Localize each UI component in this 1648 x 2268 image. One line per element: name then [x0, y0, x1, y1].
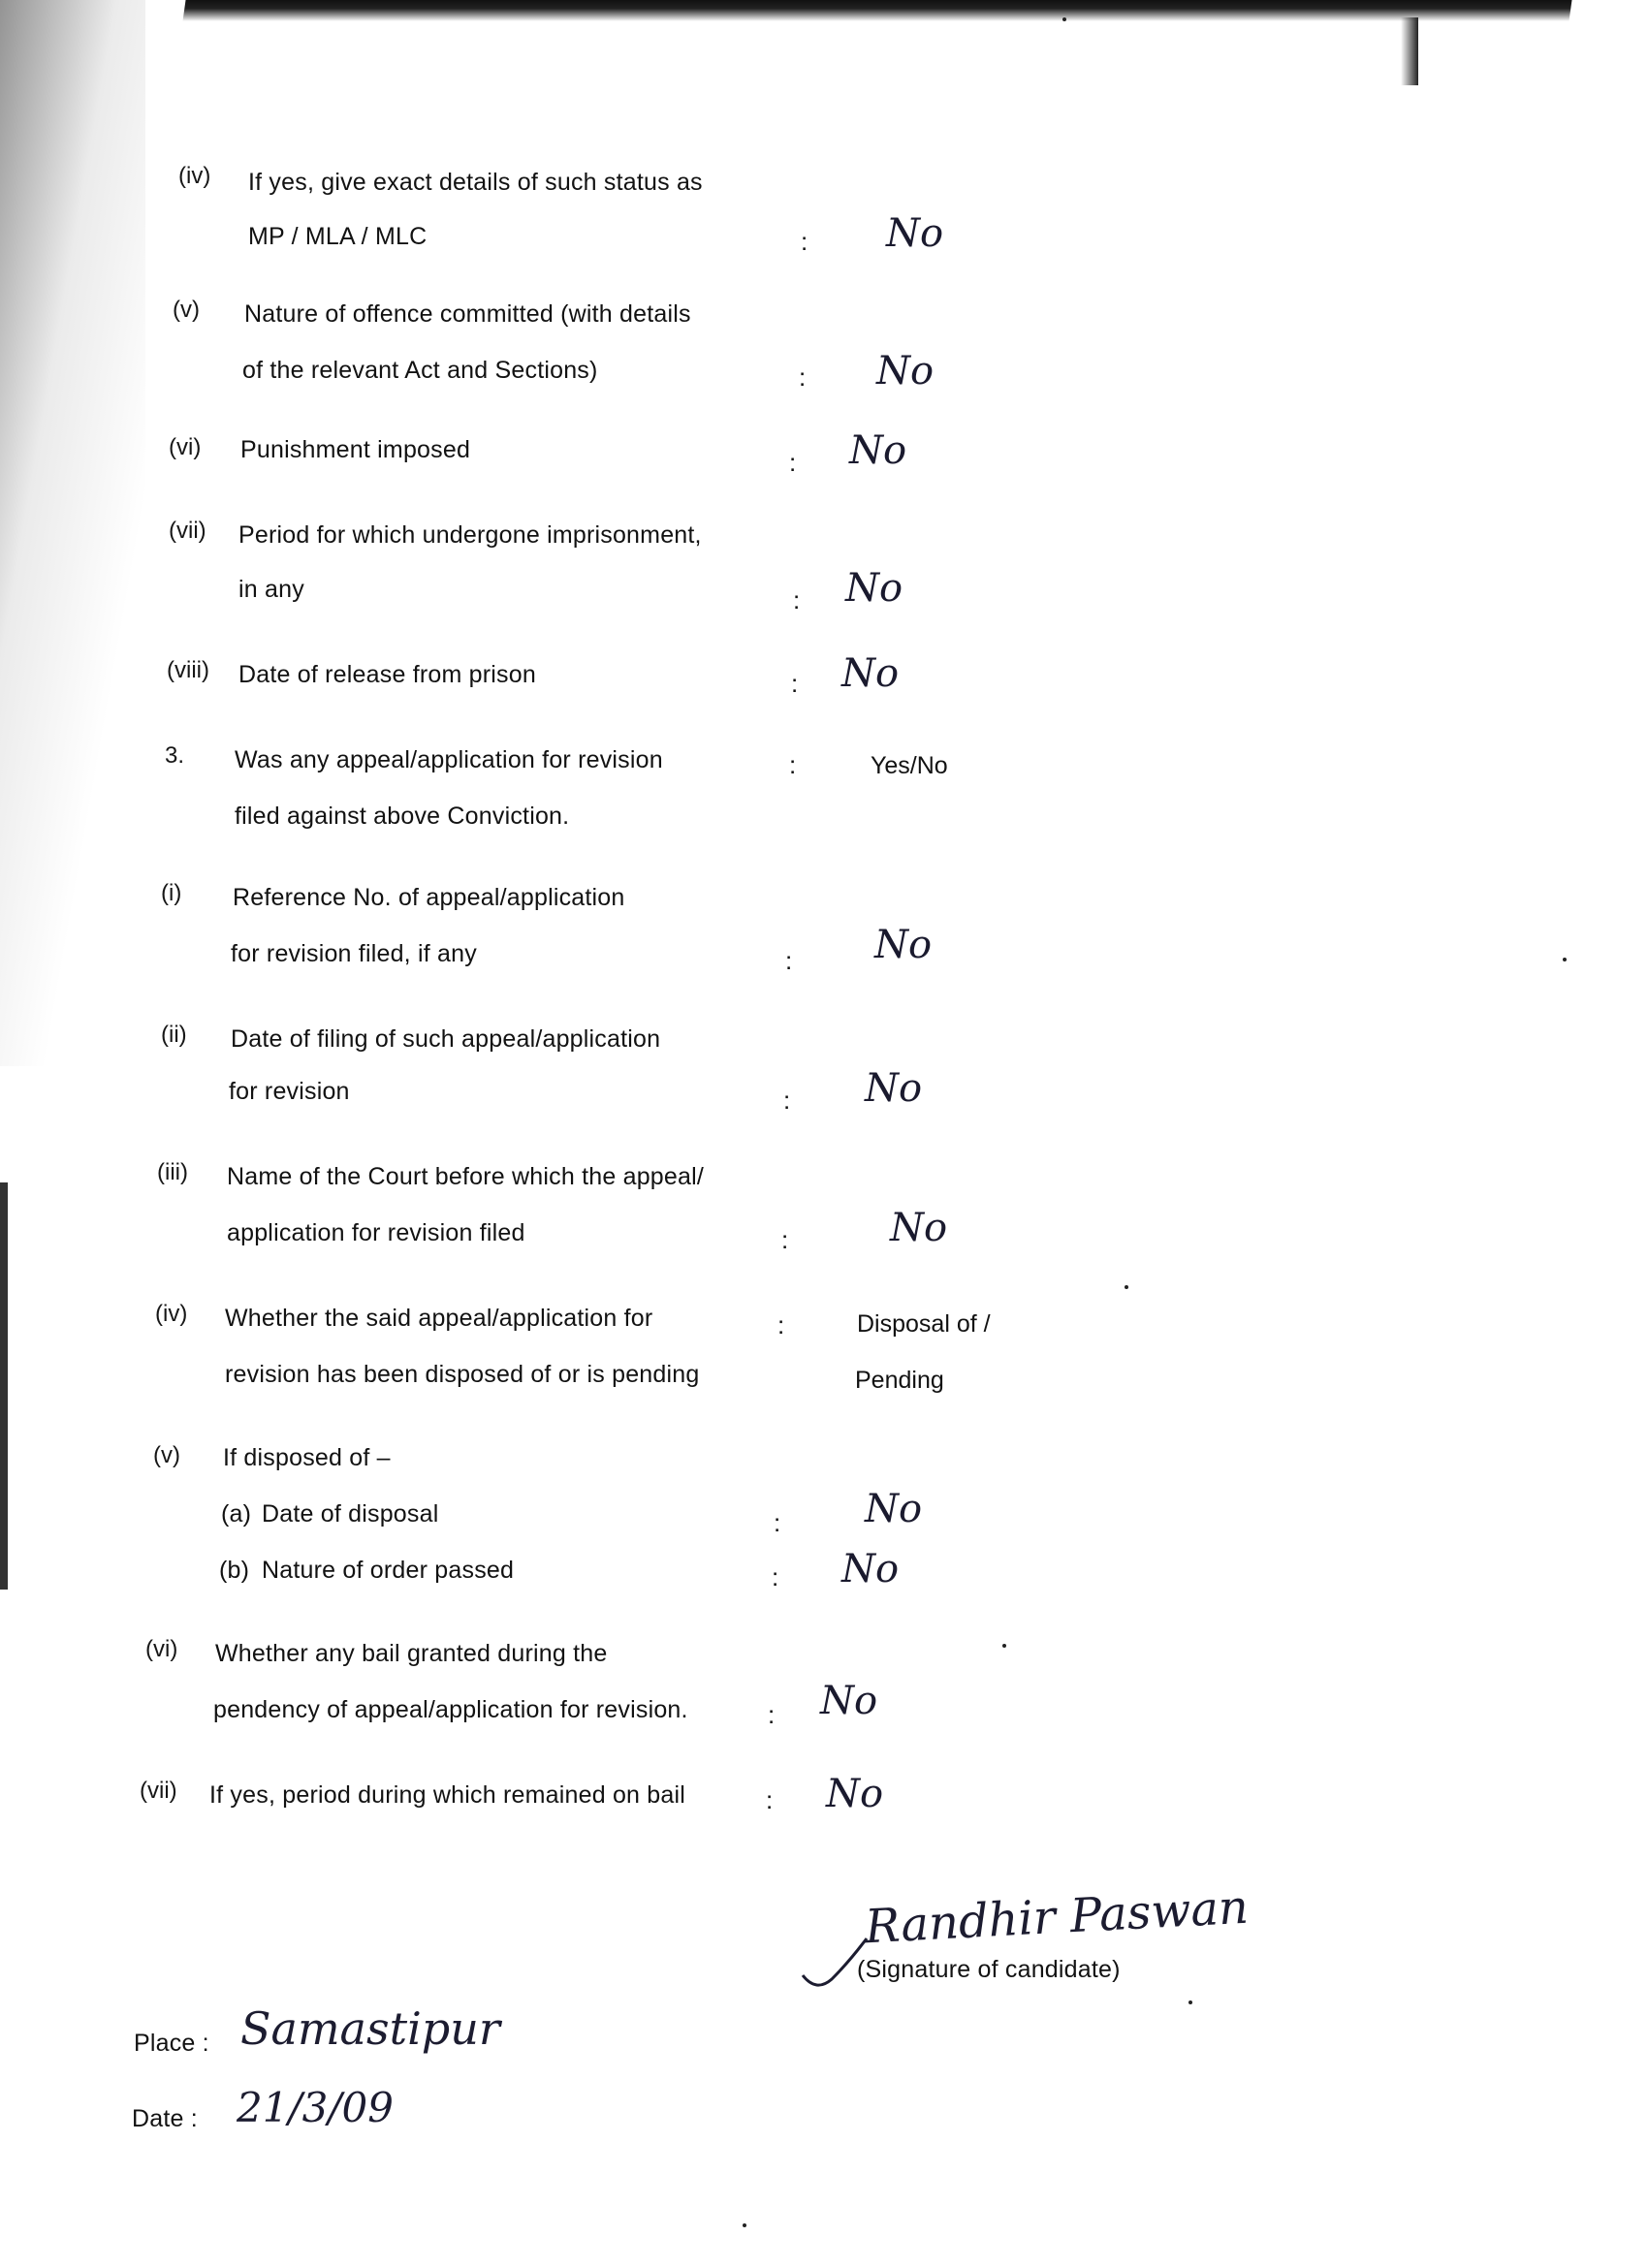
- scan-speck: [1125, 1285, 1128, 1289]
- colon: :: [781, 1225, 789, 1254]
- item-text: Date of release from prison: [238, 661, 536, 688]
- handwritten-answer: No: [826, 1772, 884, 1816]
- scan-speck: [743, 2223, 746, 2227]
- colon: :: [785, 946, 793, 975]
- handwritten-answer: No: [841, 1547, 900, 1591]
- scan-speck: [1563, 958, 1567, 961]
- item-text: of the relevant Act and Sections): [242, 357, 598, 384]
- scan-speck: [1188, 2000, 1192, 2004]
- date-label: Date :: [132, 2105, 198, 2132]
- scan-speck: [1062, 17, 1066, 21]
- handwritten-answer: No: [820, 1679, 878, 1723]
- handwritten-answer: No: [845, 566, 903, 611]
- item-number: (ii): [161, 1022, 187, 1048]
- handwritten-answer: No: [890, 1206, 948, 1250]
- item-text: Nature of offence committed (with details: [244, 300, 691, 328]
- item-text: Date of filing of such appeal/application: [231, 1025, 661, 1053]
- place-value: Samastipur: [240, 2002, 500, 2055]
- handwritten-answer: No: [865, 1066, 923, 1111]
- handwritten-answer: No: [876, 349, 935, 394]
- colon: :: [774, 1508, 781, 1537]
- handwritten-answer: No: [865, 1487, 923, 1531]
- item-number: (iv): [178, 163, 211, 189]
- item-text: pendency of appeal/application for revision.: [213, 1696, 688, 1723]
- handwritten-answer: No: [849, 428, 907, 473]
- item-text: application for revision filed: [227, 1219, 525, 1246]
- colon: :: [789, 448, 797, 477]
- colon: :: [768, 1700, 776, 1729]
- item-number: (vii): [169, 518, 206, 544]
- item-text: If disposed of –: [223, 1444, 391, 1471]
- handwritten-answer: No: [886, 211, 944, 256]
- candidate-signature: Randhir Paswan: [863, 1879, 1251, 1955]
- item-text: If yes, give exact details of such status as: [248, 169, 703, 196]
- item-text: Whether the said appeal/application for: [225, 1305, 653, 1332]
- item-number: (vii): [140, 1778, 177, 1804]
- item-number: (i): [161, 880, 182, 906]
- scan-shadow-left: [0, 0, 145, 1066]
- signature-label: (Signature of candidate): [857, 1956, 1121, 1983]
- item-text: Reference No. of appeal/application: [233, 884, 625, 911]
- item-text: for revision: [229, 1078, 350, 1105]
- printed-answer: Pending: [855, 1367, 944, 1394]
- scan-speck: [1002, 1644, 1006, 1648]
- colon: :: [783, 1086, 791, 1115]
- scan-edge-left: [0, 1182, 8, 1590]
- item-text: Name of the Court before which the appeal/: [227, 1163, 705, 1190]
- item-number: (iv): [155, 1301, 188, 1327]
- sub-item-letter: (a): [221, 1500, 252, 1528]
- colon: :: [801, 227, 808, 256]
- colon: :: [766, 1785, 774, 1814]
- item-number: (viii): [167, 657, 209, 683]
- item-text: for revision filed, if any: [231, 940, 477, 967]
- item-text: Whether any bail granted during the: [215, 1640, 608, 1667]
- date-value: 21/3/09: [237, 2084, 394, 2131]
- sub-item-letter: (b): [219, 1557, 250, 1584]
- item-text: If yes, period during which remained on bail: [209, 1781, 686, 1809]
- colon: :: [799, 362, 807, 392]
- item-text: Nature of order passed: [262, 1557, 515, 1584]
- printed-answer: Yes/No: [871, 752, 948, 779]
- item-number: 3.: [165, 742, 185, 769]
- handwritten-answer: No: [874, 923, 933, 967]
- colon: :: [777, 1310, 785, 1339]
- item-text: Period for which undergone imprisonment,: [238, 521, 702, 549]
- item-number: (vi): [145, 1636, 178, 1662]
- colon: :: [791, 669, 799, 698]
- colon: :: [789, 750, 797, 779]
- item-text: in any: [238, 576, 304, 603]
- item-number: (v): [153, 1442, 180, 1468]
- scan-shadow-right: [1401, 17, 1418, 85]
- item-text: filed against above Conviction.: [235, 803, 570, 830]
- printed-answer: Disposal of /: [857, 1310, 991, 1338]
- item-text: MP / MLA / MLC: [248, 223, 428, 250]
- item-text: Was any appeal/application for revision: [235, 746, 663, 773]
- item-number: (iii): [157, 1159, 188, 1185]
- handwritten-answer: No: [841, 651, 900, 696]
- place-label: Place :: [134, 2030, 209, 2057]
- item-text: Punishment imposed: [240, 436, 471, 463]
- colon: :: [793, 585, 801, 614]
- item-text: revision has been disposed of or is pending: [225, 1361, 700, 1388]
- scan-shadow-top: [182, 0, 1571, 21]
- item-number: (vi): [169, 434, 202, 460]
- colon: :: [772, 1562, 779, 1591]
- item-number: (v): [173, 297, 200, 323]
- item-text: Date of disposal: [262, 1500, 439, 1528]
